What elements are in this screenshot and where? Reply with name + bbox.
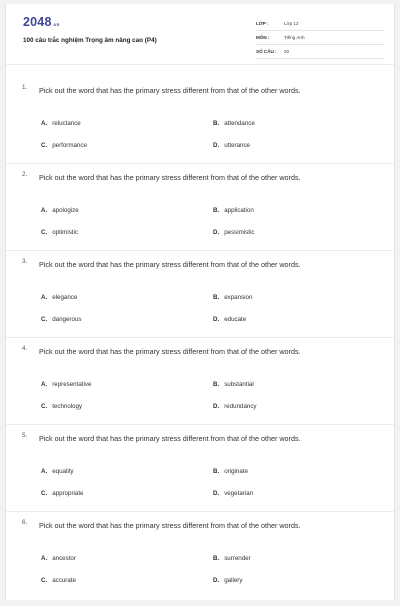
option-letter: B. (213, 555, 220, 562)
question-text: Pick out the word that has the primary stress different from that of the other words. (39, 434, 301, 443)
option-letter: B. (213, 294, 220, 301)
option-text: optimistic (52, 229, 78, 236)
option-letter: A. (41, 120, 48, 127)
question-item (6, 171, 396, 258)
option-text: ancestor (52, 555, 76, 562)
option-letter: C. (41, 490, 48, 497)
option-text: elegance (52, 294, 78, 301)
option-a[interactable] (41, 555, 76, 562)
option-text: gallery (224, 577, 243, 584)
option-c[interactable] (41, 403, 82, 410)
option-text: reluctance (52, 120, 81, 127)
option-letter: D. (213, 229, 220, 236)
option-b[interactable] (213, 468, 248, 475)
meta-row-class (256, 17, 384, 31)
question-divider (6, 511, 396, 512)
option-a[interactable] (41, 120, 81, 127)
option-text: application (224, 207, 254, 214)
question-number: 3. (22, 258, 28, 265)
option-text: representative (52, 381, 92, 388)
option-letter: A. (41, 468, 48, 475)
option-letter: D. (213, 316, 220, 323)
option-text: dangerous (52, 316, 82, 323)
question-text: Pick out the word that has the primary stress different from that of the other words. (39, 347, 301, 356)
option-d[interactable] (213, 403, 257, 410)
option-d[interactable] (213, 142, 250, 149)
question-number: 1. (22, 84, 28, 91)
question-divider (6, 163, 396, 164)
question-divider (6, 250, 396, 251)
option-letter: D. (213, 490, 220, 497)
option-text: accurate (52, 577, 76, 584)
option-text: utterance (224, 142, 250, 149)
question-item (6, 345, 396, 432)
question-text: Pick out the word that has the primary stress different from that of the other words. (39, 173, 301, 182)
option-b[interactable] (213, 120, 255, 127)
meta-label: SỐ CÂU : (256, 49, 277, 54)
option-d[interactable] (213, 316, 246, 323)
option-c[interactable] (41, 577, 76, 584)
option-letter: B. (213, 381, 220, 388)
question-divider (6, 337, 396, 338)
question-divider (6, 424, 396, 425)
option-b[interactable] (213, 555, 251, 562)
meta-row-subject (256, 31, 384, 45)
option-c[interactable] (41, 490, 84, 497)
option-d[interactable] (213, 229, 254, 236)
option-c[interactable] (41, 142, 87, 149)
question-text: Pick out the word that has the primary stress different from that of the other words. (39, 521, 301, 530)
option-a[interactable] (41, 207, 79, 214)
option-text: originate (224, 468, 248, 475)
option-letter: A. (41, 381, 48, 388)
option-text: equality (52, 468, 74, 475)
option-a[interactable] (41, 468, 74, 475)
option-letter: C. (41, 229, 48, 236)
option-letter: B. (213, 468, 220, 475)
option-letter: A. (41, 207, 48, 214)
question-number: 4. (22, 345, 28, 352)
option-c[interactable] (41, 316, 81, 323)
option-text: redundancy (224, 403, 257, 410)
option-b[interactable] (213, 381, 254, 388)
meta-label: MÔN : (256, 35, 270, 40)
option-c[interactable] (41, 229, 78, 236)
option-text: appropriate (52, 490, 84, 497)
option-text: educate (224, 316, 247, 323)
option-text: substantial (224, 381, 254, 388)
header-divider (6, 64, 394, 65)
option-letter: D. (213, 142, 220, 149)
meta-label: LỚP : (256, 21, 269, 26)
document-title: 100 câu trắc nghiệm Trọng âm nâng cao (P4) (23, 37, 157, 44)
question-number: 2. (22, 171, 28, 178)
option-letter: D. (213, 577, 220, 584)
document-header (6, 4, 394, 64)
logo-text: 2048 (23, 15, 52, 29)
option-letter: B. (213, 120, 220, 127)
meta-value: Lớp 12 (284, 21, 299, 26)
option-letter: C. (41, 577, 48, 584)
option-text: surrender (224, 555, 251, 562)
option-text: performance (52, 142, 87, 149)
option-letter: B. (213, 207, 220, 214)
option-letter: C. (41, 403, 48, 410)
option-a[interactable] (41, 381, 91, 388)
meta-row-count (256, 45, 384, 59)
option-letter: A. (41, 294, 48, 301)
option-text: vegetarian (224, 490, 254, 497)
option-text: apologize (52, 207, 79, 214)
option-b[interactable] (213, 207, 254, 214)
option-text: technology (52, 403, 83, 410)
option-d[interactable] (213, 577, 242, 584)
option-letter: A. (41, 555, 48, 562)
option-text: expansion (224, 294, 253, 301)
option-a[interactable] (41, 294, 77, 301)
document-page (5, 4, 395, 600)
option-text: pessimistic (224, 229, 255, 236)
question-item (6, 258, 396, 345)
logo-suffix: .vn (52, 22, 60, 27)
site-logo[interactable] (23, 15, 60, 29)
option-b[interactable] (213, 294, 252, 301)
question-text: Pick out the word that has the primary stress different from that of the other words. (39, 260, 301, 269)
option-letter: D. (213, 403, 220, 410)
question-item (6, 519, 396, 606)
meta-table (256, 17, 384, 59)
question-text: Pick out the word that has the primary stress different from that of the other words. (39, 86, 301, 95)
question-number: 6. (22, 519, 28, 526)
option-text: attendance (224, 120, 255, 127)
question-item (6, 84, 396, 171)
meta-value: 20 (284, 49, 290, 54)
meta-value: Tiếng Anh (284, 35, 305, 40)
option-d[interactable] (213, 490, 253, 497)
option-letter: C. (41, 316, 48, 323)
option-letter: C. (41, 142, 48, 149)
question-number: 5. (22, 432, 28, 439)
question-item (6, 432, 396, 519)
